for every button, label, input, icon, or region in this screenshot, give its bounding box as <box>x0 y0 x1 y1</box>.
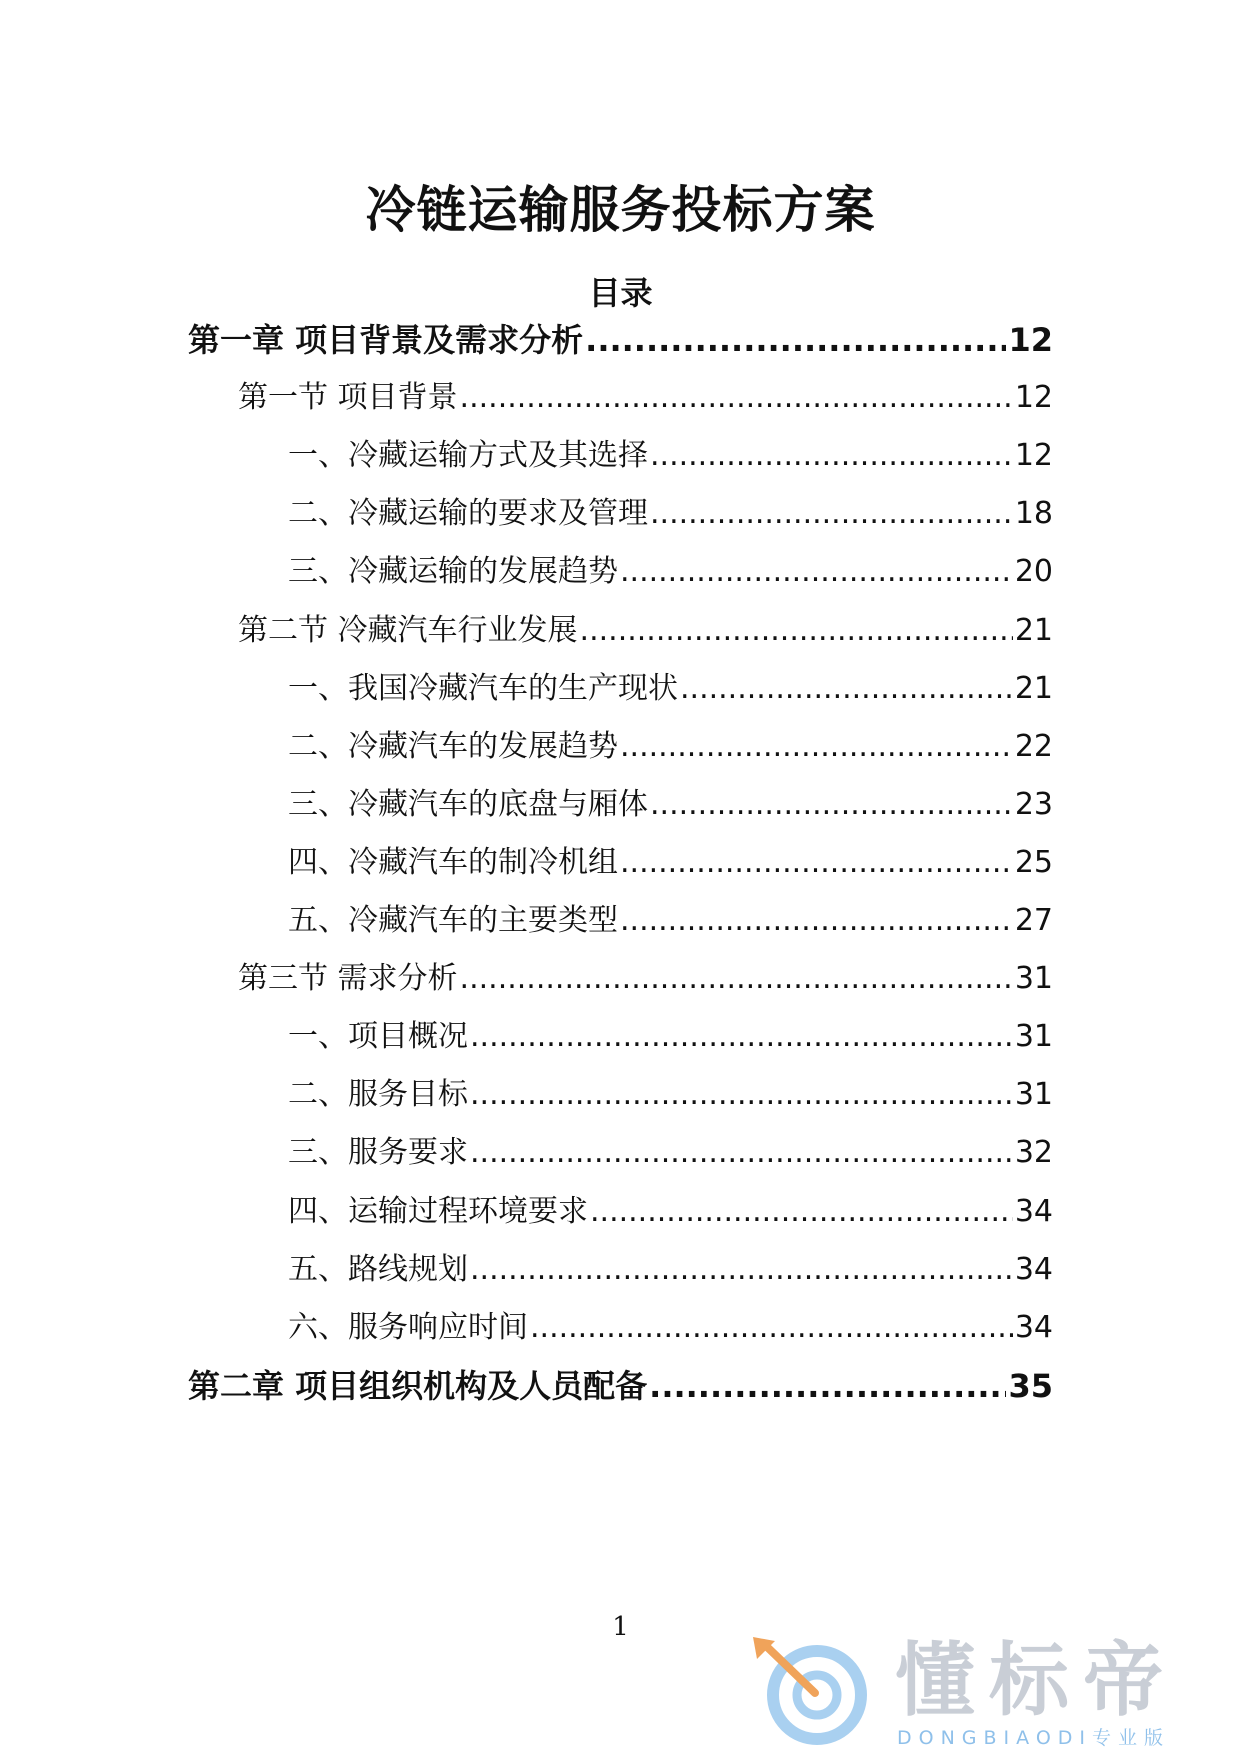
toc-dot-leader <box>620 725 1013 769</box>
toc-dot-leader <box>460 376 1013 420</box>
toc-entry-label: 一、项目概况 <box>288 1019 468 1055</box>
toc-dot-leader <box>470 1248 1013 1292</box>
toc-entry[interactable] <box>288 1015 1053 1059</box>
page-number: 1 <box>612 1612 629 1642</box>
toc-entry[interactable] <box>288 841 1053 885</box>
toc-entry-label: 六、服务响应时间 <box>288 1309 528 1345</box>
toc-entry-page: 34 <box>1014 1251 1053 1287</box>
toc-dot-leader <box>585 318 1006 362</box>
toc-entry-page: 25 <box>1014 844 1053 880</box>
toc-entry-label: 三、冷藏运输的发展趋势 <box>288 554 618 590</box>
toc-entry[interactable] <box>288 550 1053 594</box>
watermark-subtitle: DONGBIAODI专业版 <box>897 1727 1171 1749</box>
toc-entry[interactable] <box>288 434 1053 478</box>
toc-entry-page: 34 <box>1014 1193 1053 1229</box>
toc-dot-leader <box>470 1131 1013 1175</box>
toc-entry[interactable] <box>288 1190 1053 1234</box>
toc-entry-page: 31 <box>1014 961 1053 997</box>
toc-entry-label: 一、我国冷藏汽车的生产现状 <box>288 670 678 706</box>
toc-entry[interactable] <box>238 957 1053 1001</box>
toc-entry[interactable] <box>288 1248 1053 1292</box>
toc-entry-label: 五、冷藏汽车的主要类型 <box>288 903 618 938</box>
toc-dot-leader <box>620 550 1013 594</box>
toc-entry-label: 一、冷藏运输方式及其选择 <box>288 438 648 474</box>
toc-entry[interactable] <box>288 667 1053 711</box>
toc-entry-page: 32 <box>1014 1135 1053 1171</box>
toc-entry-label: 四、冷藏汽车的制冷机组 <box>288 844 618 880</box>
toc-entry-label: 三、冷藏汽车的底盘与厢体 <box>288 786 648 822</box>
toc-dot-leader <box>590 1190 1013 1234</box>
toc-entry[interactable] <box>288 899 1053 943</box>
toc-entry-page: 21 <box>1014 670 1053 706</box>
toc-dot-leader <box>460 957 1013 1001</box>
toc-entry-label: 二、冷藏运输的要求及管理 <box>288 496 648 532</box>
toc-dot-leader <box>620 899 1013 943</box>
toc-dot-leader <box>650 492 1013 536</box>
toc-entry[interactable] <box>288 1306 1053 1350</box>
toc-dot-leader <box>530 1306 1013 1350</box>
toc-entry-label: 第二章 项目组织机构及人员配备 <box>188 1366 648 1405</box>
toc-entry-label: 五、路线规划 <box>288 1251 468 1287</box>
toc-entry[interactable] <box>288 725 1053 769</box>
toc-entry-label: 二、冷藏汽车的发展趋势 <box>288 728 618 764</box>
toc-entry-page: 35 <box>1008 1366 1053 1405</box>
target-arrow-icon <box>745 1635 875 1750</box>
toc-dot-leader <box>620 841 1013 885</box>
toc-dot-leader <box>470 1073 1013 1117</box>
toc-dot-leader <box>680 667 1013 711</box>
toc-entry-page: 20 <box>1014 554 1053 590</box>
toc-entry-page: 22 <box>1014 728 1053 764</box>
toc-entry-label: 第一章 项目背景及需求分析 <box>188 321 584 359</box>
toc-entry-label: 第一节 项目背景 <box>238 380 458 416</box>
toc-entry-page: 34 <box>1014 1309 1053 1345</box>
toc-entry-page: 27 <box>1014 903 1053 938</box>
toc-entry-label: 第三节 需求分析 <box>238 961 458 997</box>
toc-dot-leader <box>470 1015 1013 1059</box>
toc-entry[interactable] <box>288 1073 1053 1117</box>
toc-entry[interactable] <box>288 1131 1053 1175</box>
toc-entry[interactable] <box>288 783 1053 827</box>
toc-entry[interactable] <box>238 609 1053 653</box>
toc-dot-leader <box>580 609 1013 653</box>
toc-heading: 目录 <box>588 274 653 312</box>
toc-entry-page: 31 <box>1014 1019 1053 1055</box>
toc-dot-leader <box>649 1364 1006 1408</box>
brand-watermark <box>745 1635 1235 1750</box>
toc-entry-page: 12 <box>1014 380 1053 416</box>
toc-entry[interactable] <box>188 318 1053 362</box>
toc-entry-page: 12 <box>1008 321 1053 359</box>
toc-entry[interactable] <box>238 376 1053 420</box>
document-title: 冷链运输服务投标方案 <box>365 181 876 239</box>
toc-entry-label: 三、服务要求 <box>288 1135 468 1171</box>
toc-entry-page: 23 <box>1014 786 1053 822</box>
toc-entry-label: 四、运输过程环境要求 <box>288 1193 588 1229</box>
toc-entry[interactable] <box>188 1364 1053 1408</box>
toc-entry-label: 第二节 冷藏汽车行业发展 <box>238 612 578 648</box>
toc-entry-page: 31 <box>1014 1077 1053 1113</box>
toc-entry-page: 18 <box>1014 496 1053 532</box>
toc-entry-label: 二、服务目标 <box>288 1077 468 1113</box>
toc-entry-page: 21 <box>1014 612 1053 648</box>
toc-dot-leader <box>650 783 1013 827</box>
toc-entry-page: 12 <box>1014 438 1053 474</box>
toc-entry[interactable] <box>288 492 1053 536</box>
watermark-brand: 懂标帝 <box>895 1634 1177 1727</box>
toc-dot-leader <box>650 434 1013 478</box>
